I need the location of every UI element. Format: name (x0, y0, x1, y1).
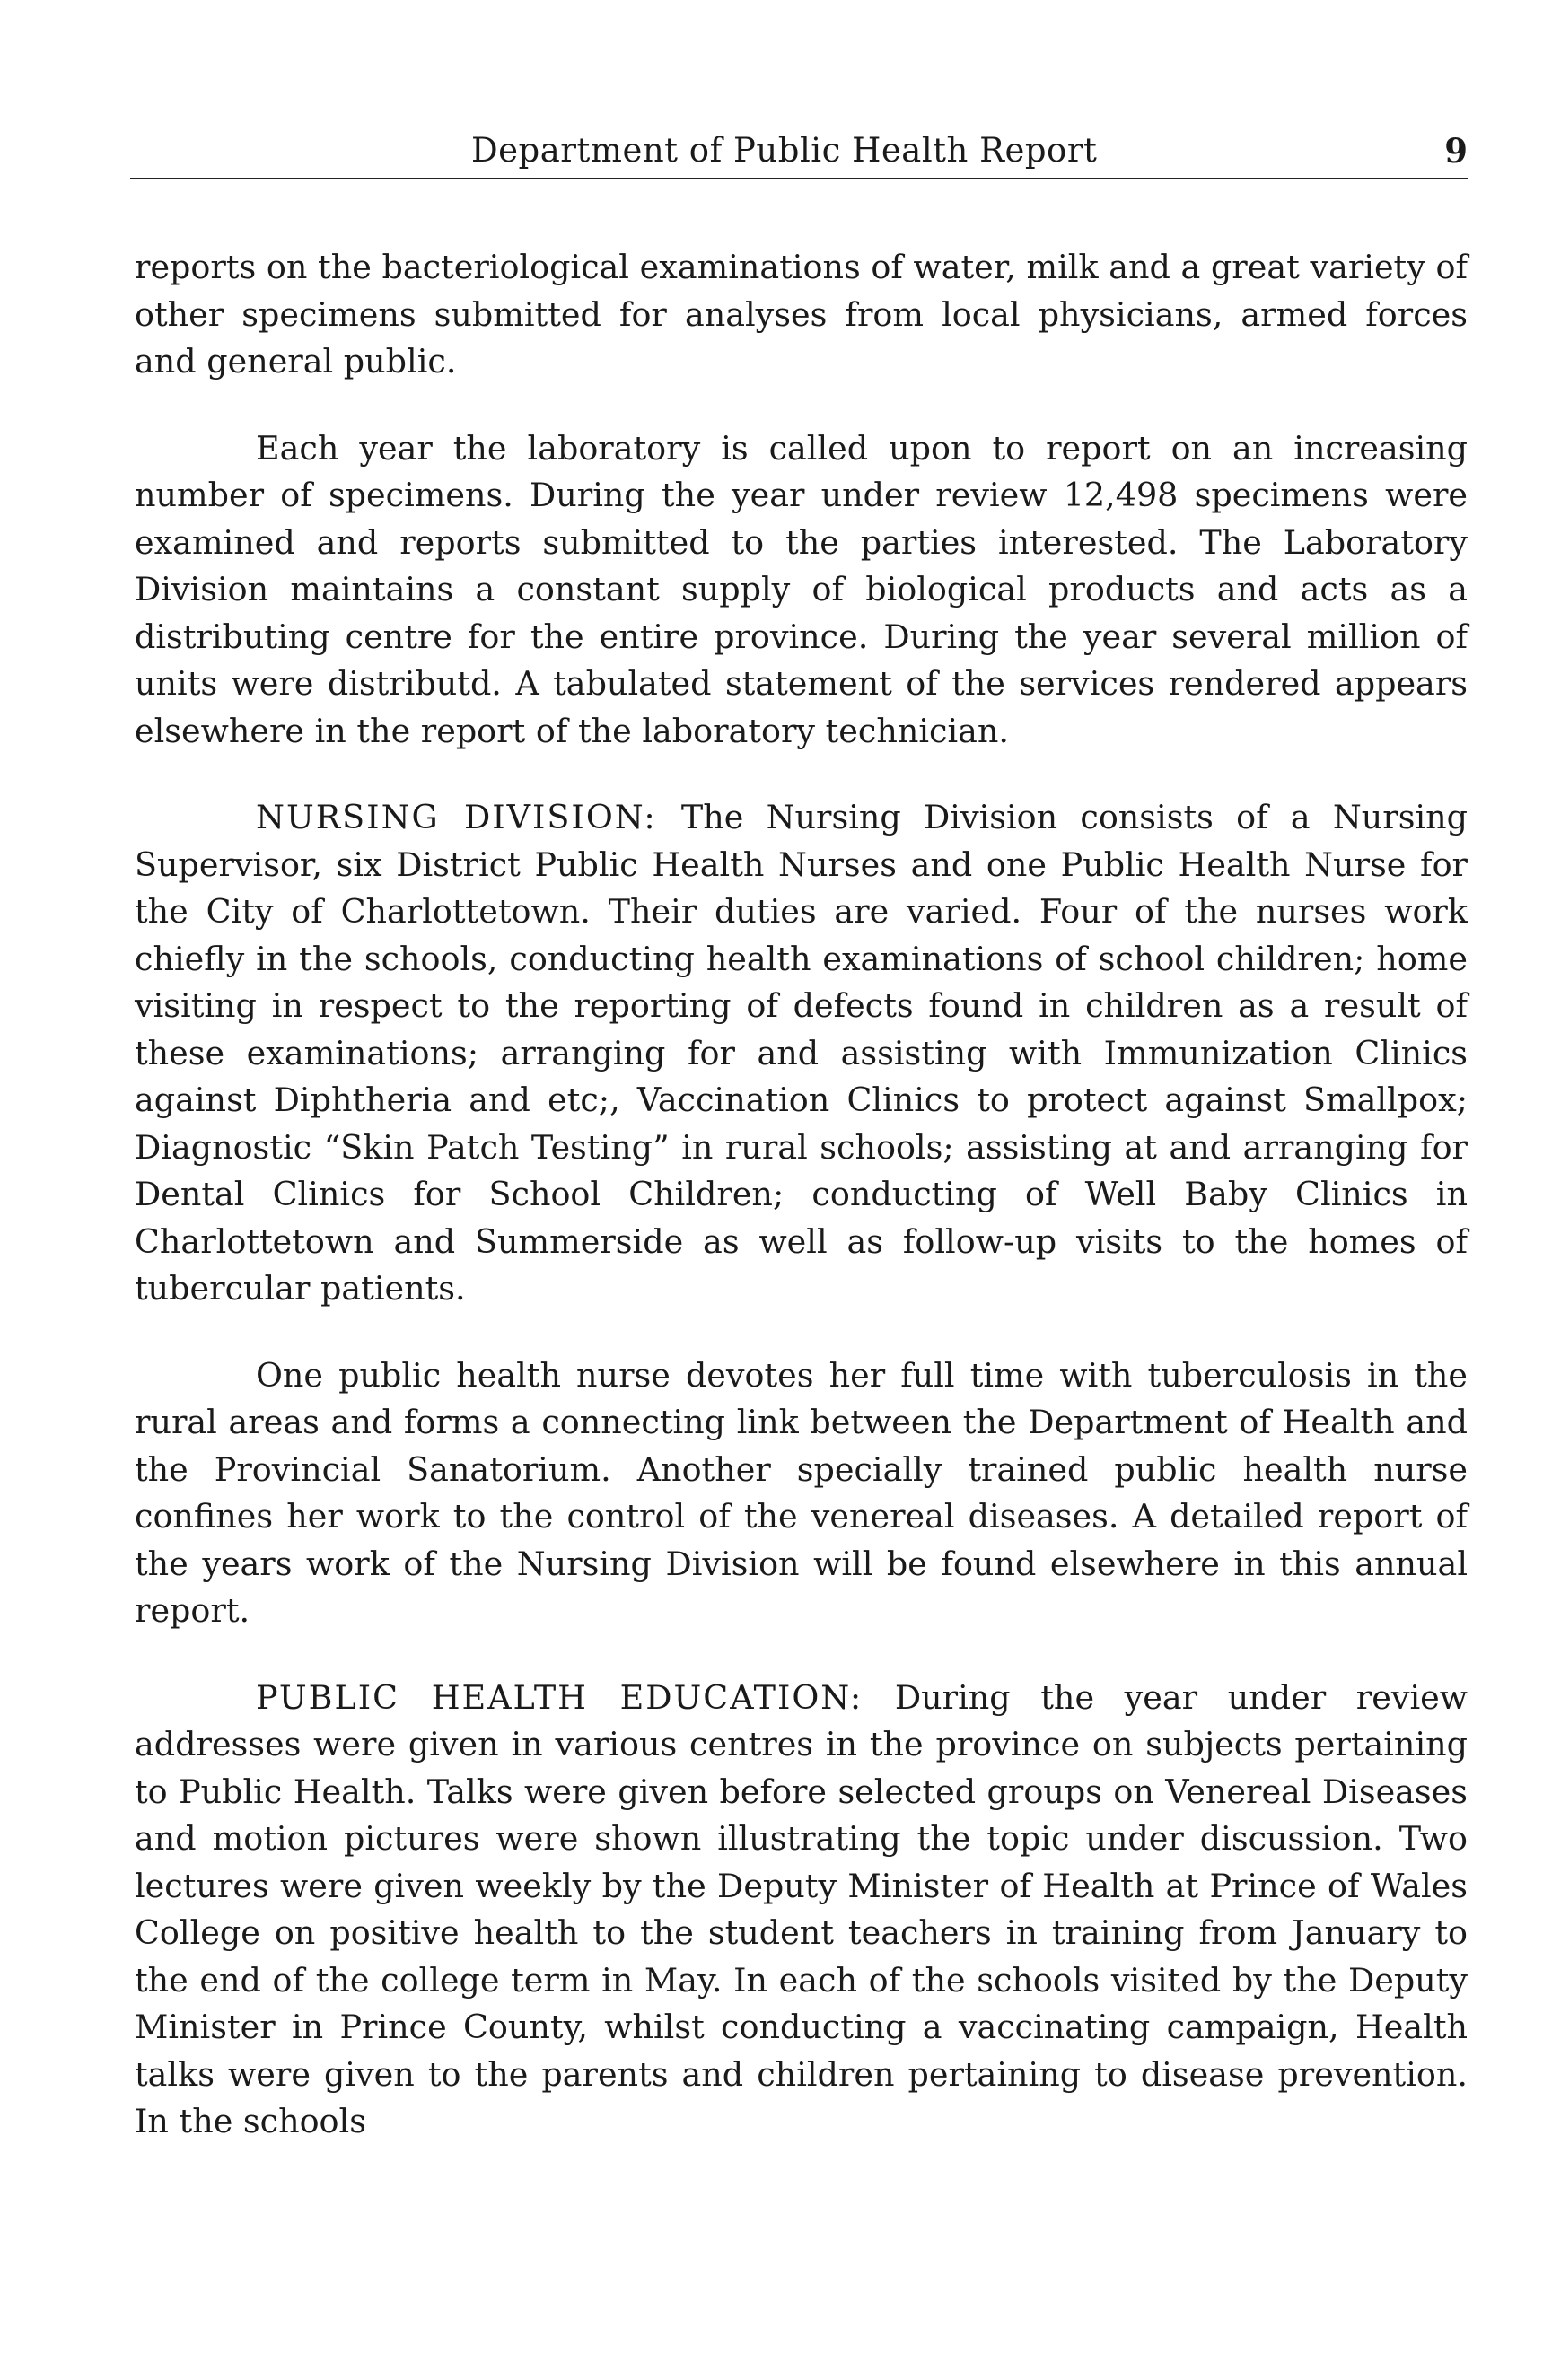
paragraph-text: Each year the laboratory is called upon to report on an increasing number of specimens. During the year under review 12,498 specimens were examined and reports submitted to the parties interested. The Laboratory Division maintains a constant supply of biological products and acts as a distributing centre for the entire province. During the year several million of units were distributd. A tabulated statement of the services rendered appears elsewhere in the report of the laboratory technician. (135, 428, 1468, 750)
page-number: 9 (1444, 131, 1468, 171)
running-header (130, 124, 1468, 179)
paragraph-text: The Nursing Division consists of a Nursing Supervisor, six District Public Health Nurses and one Public Health Nurse for the City of Charlottetown. Their duties are varied. Four of the nurses work chiefly in the schools, conducting health examinations of school children; home visiting in respect to the reporting of defects found in children as a result of these examinations; arranging for and assisting with Immunization Clinics against Diphtheria and etc;, Vaccination Clinics to protect against Smallpox; Diagnostic “Skin Patch Testing” in rural schools; assisting at and arranging for Dental Clinics for School Children; conducting of Well Baby Clinics in Charlottetown and Summerside as well as follow-up visits to the homes of tubercular patients. (135, 798, 1468, 1308)
paragraph-tuberculosis-nurse (135, 1352, 1468, 1635)
paragraph-text: During the year under review addresses were given in various centres in the province on subjects pertaining to Public Health. Talks were given before selected groups on Venereal Diseases and motion pictures were shown illustrating the topic under discussion. Two lectures were given weekly by the Deputy Minister of Health at Prince of Wales College on positive health to the student teachers in training from January to the end of the college term in May. In each of the schools visited by the Deputy Minister in Prince County, whilst conducting a vaccinating campaign, Health talks were given to the parents and children pertaining to disease prevention. In the schools (135, 1677, 1468, 2140)
paragraph-nursing-division (135, 794, 1468, 1313)
header-title: Department of Public Health Report (471, 131, 1098, 170)
paragraph-public-health-education (135, 1675, 1468, 2146)
section-heading-public-health-education: PUBLIC HEALTH EDUCATION: (256, 1677, 895, 1717)
paragraph-laboratory-reports (135, 244, 1468, 386)
paragraph-text: reports on the bacteriological examinations of water, milk and a great variety of other specimens submitted for analyses from local physicians, armed forces and general public. (135, 248, 1468, 381)
report-body (135, 244, 1468, 2185)
paragraph-text: One public health nurse devotes her full time with tuberculosis in the rural areas and forms a connecting link between the Department of Health and the Provincial Sanatorium. Another specially trained public health nurse confines her work to the control of the venereal diseases. A detailed report of the years work of the Nursing Division will be found elsewhere in this annual report. (135, 1355, 1468, 1630)
paragraph-laboratory-division (135, 425, 1468, 756)
section-heading-nursing-division: NURSING DIVISION: (256, 798, 681, 836)
